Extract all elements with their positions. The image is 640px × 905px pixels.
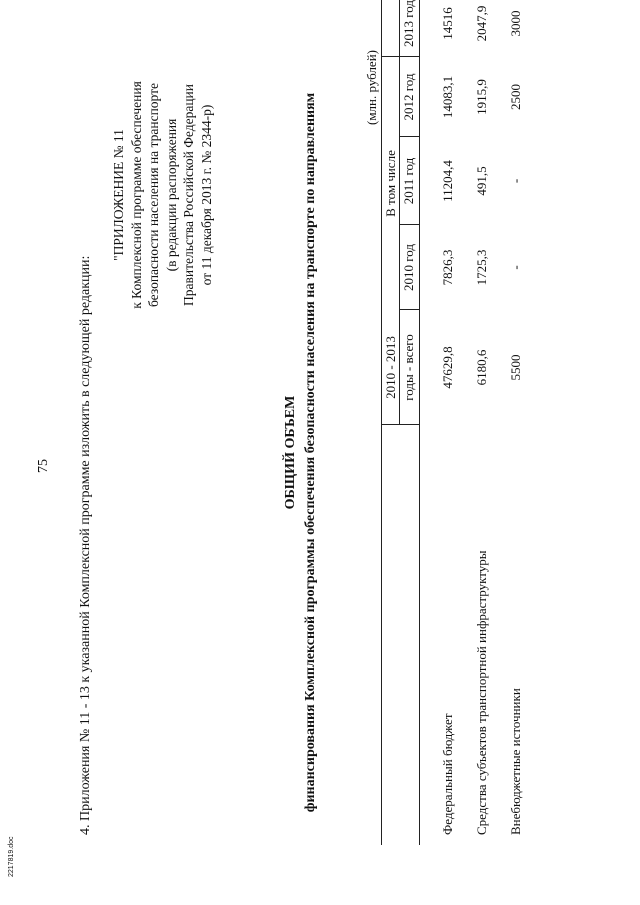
cell-value: 3000 [508, 10, 523, 37]
cell-value: 2500 [508, 84, 523, 110]
header-divider [399, 310, 400, 425]
header-bottom-border [419, 0, 420, 845]
cell-value: 14083,1 [440, 75, 455, 119]
cell-value: 7826,3 [440, 249, 455, 286]
header-including: В том числе [383, 150, 398, 217]
header-total: годы - всего [401, 334, 416, 401]
document-code: 2217819.doc [8, 836, 15, 877]
cell-value: - [508, 265, 523, 270]
appendix-line: "ПРИЛОЖЕНИЕ № 11 [111, 129, 126, 261]
row-label-extrabudgetary: Внебюджетные источники [508, 688, 523, 835]
header-year-2010: 2010 год [401, 244, 416, 291]
header-year-2013: 2013 год [401, 0, 416, 47]
cell-value: - [508, 178, 523, 184]
cell-value: 11204,4 [440, 160, 455, 202]
cell-value: 47629,8 [440, 346, 455, 389]
appendix-line: (в редакции распоряжения [163, 118, 179, 272]
page-number: 75 [36, 459, 51, 473]
header-year-2011: 2011 год [401, 157, 416, 205]
appendix-header [110, 30, 215, 360]
units-note: (млн. рублей) [364, 50, 379, 125]
appendix-line: к Комплексной программе обеспечения [128, 81, 144, 309]
cell-value: 1915,9 [474, 79, 489, 115]
table-top-border [381, 0, 382, 845]
appendix-line: от 11 декабря 2013 г. № 2344-р) [198, 104, 214, 286]
cell-value: 1725,3 [474, 249, 489, 286]
cell-value: 5500 [508, 354, 523, 381]
cell-value: 14516 [440, 7, 455, 40]
cell-value: 491,5 [474, 166, 489, 196]
cell-value: 6180,6 [474, 349, 489, 386]
cell-value: 2047,9 [474, 5, 489, 42]
document-subtitle: финансирования Комплексной программы обеспечения безопасности населения на транспорте по направлениям [303, 92, 318, 813]
appendix-line: Правительства Российской Федерации [181, 84, 196, 306]
intro-paragraph: 4. Приложения № 11 - 13 к указанной Комплексной программе изложить в следующей редакции: [78, 255, 93, 835]
header-period: 2010 - 2013 [383, 336, 398, 399]
header-divider [399, 0, 400, 310]
header-year-2012: 2012 год [401, 73, 416, 121]
document-title: ОБЩИЙ ОБЪЕМ [283, 395, 298, 510]
row-label-infrastructure-funds: Средства субъектов транспортной инфраструктуры [474, 550, 489, 835]
row-label-federal-budget: Федеральный бюджет [440, 713, 455, 835]
appendix-line: безопасности населения на транспорте [146, 82, 161, 308]
